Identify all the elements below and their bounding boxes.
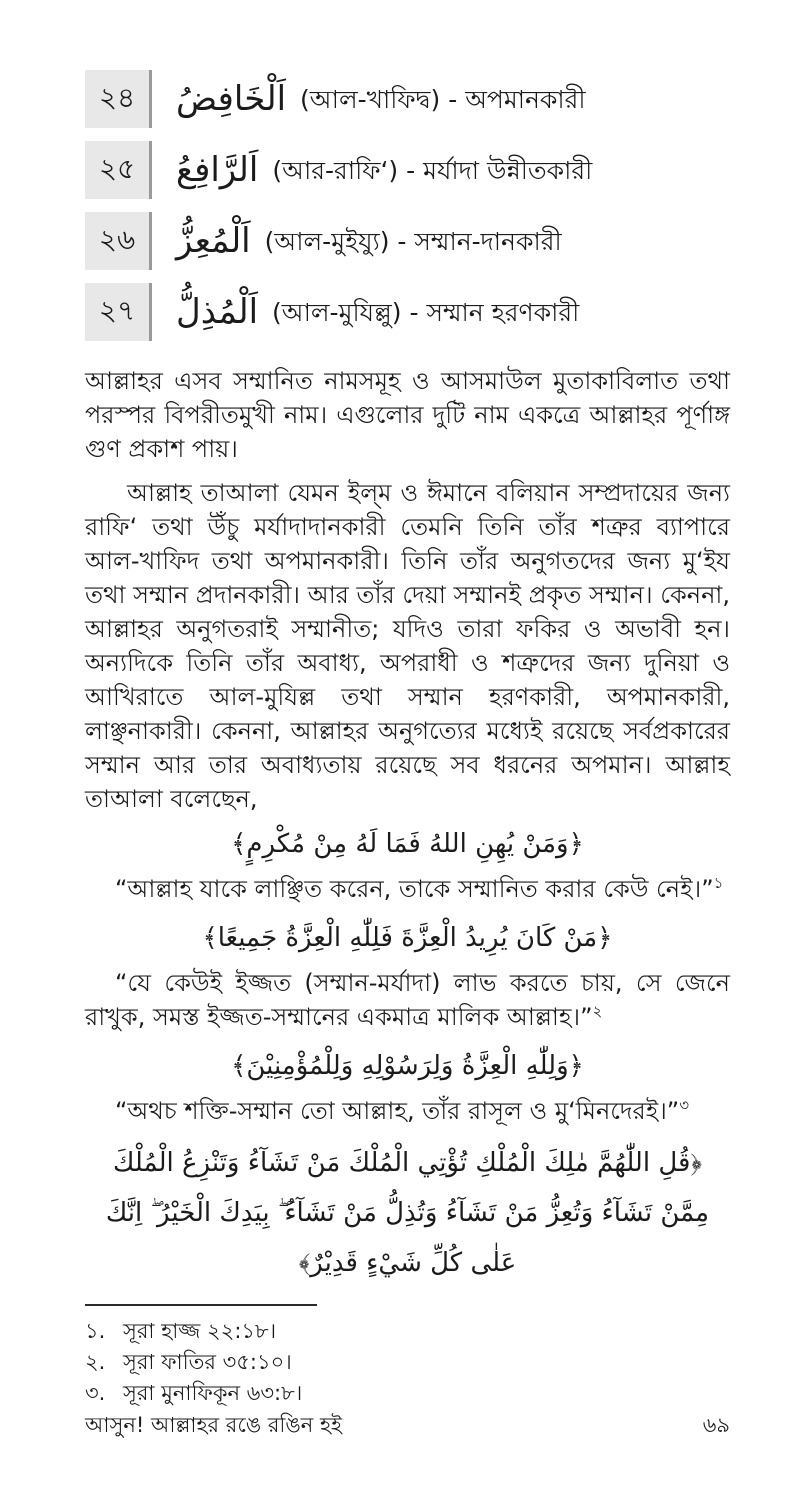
entry-number-badge: ২৭: [85, 283, 152, 341]
footnote-ref-1: ১: [713, 874, 724, 892]
paragraph-intro: আল্লাহর এসব সম্মানিত নামসমূহ ও আসমাউল মুতাকাবিলাত তথা পরস্পর বিপরীতমুখী নাম। এগুলোর দুটি নাম একত্রে আল্লাহর পূর্ণাঙ্গ গুণ প্রকাশ পায়।: [85, 367, 730, 463]
footnote-1: [85, 1316, 730, 1347]
translation-text: “যে কেউই ইজ্জত (সম্মান-মর্যাদা) লাভ করতে চায়, সে জেনে রাখুক, সমস্ত ইজ্জত-সম্মানের একমাত্র মালিক আল্লাহ।”: [85, 969, 730, 1031]
quran-verse-3: ﴿وَلِلّٰهِ الْعِزَّةُ وَلِرَسُوْلِهِ وَلِلْمُؤْمِنِيْنَ﴾: [231, 1051, 584, 1081]
verse-translation-2: [85, 966, 730, 1034]
entry-number-badge: ২৪: [85, 70, 152, 128]
footer-book-title: আসুন! আল্লাহর রঙে রঙিন হই: [85, 1413, 342, 1437]
verse-translation-1: [85, 872, 730, 906]
footnote-number: ২.: [85, 1350, 106, 1374]
footnote-ref-2: ২: [592, 1002, 603, 1020]
footnote-text: সূরা হাজ্জ ২২:১৮।: [123, 1319, 277, 1343]
footnote-number: ১.: [85, 1319, 106, 1343]
footnote-2: [85, 1347, 730, 1378]
entry-arabic-name: اَلْخَافِضُ: [176, 79, 287, 119]
entry-arabic-name: اَلْمُذِلُّ: [176, 292, 259, 332]
footnote-ref-3: ৩: [679, 1096, 690, 1114]
name-entry-26: [85, 212, 730, 270]
entry-number-badge: ২৫: [85, 141, 152, 199]
name-entry-25: [85, 141, 730, 199]
paragraph-explanation: আল্লাহ তাআলা যেমন ইল্‌ম ও ঈমানে বলিয়ান সম্প্রদায়ের জন্য রাফি‘ তথা উঁচু মর্যাদাদানকারী তেমনি তিনি তাঁর শত্রুর ব্যাপারে আল-খাফিদ তথা অপমানকারী। তিনি তাঁর অনুগতদের জন্য মু‘ইয তথা সম্মান প্রদানকারী। আর তাঁর দেয়া সম্মানই প্রকৃত সম্মান। কেননা, আল্লাহর অনুগতরাই সম্মানীত; যদিও তারা ফকির ও অভাবী হন। অন্যদিকে তিনি তাঁর অবাধ্য, অপরাধী ও শত্রুদের জন্য দুনিয়া ও আখিরাতে আল-মুযিল্ল তথা সম্মান হরণকারী, অপমানকারী, লাঞ্ছনাকারী। কেননা, আল্লাহর অনুগত্যের মধ্যেই রয়েছে সর্বপ্রকারের সম্মান আর তার অবাধ্যতায় রয়েছে সব ধরনের অপমান। আল্লাহ তাআলা বলেছেন,: [85, 479, 730, 813]
entry-transliteration-meaning: (আল-খাফিদ্ব) - অপমানকারী: [300, 84, 586, 114]
footnote-number: ৩.: [85, 1381, 106, 1405]
entry-transliteration-meaning: (আর-রাফি‘) - মর্যাদা উন্নীতকারী: [272, 155, 593, 185]
page-number: ৬৯: [702, 1413, 730, 1437]
entry-transliteration-meaning: (আল-মুযিল্লু) - সম্মান হরণকারী: [272, 297, 580, 327]
translation-text: “আল্লাহ যাকে লাঞ্ছিত করেন, তাকে সম্মানিত করার কেউ নেই।”: [115, 875, 714, 903]
name-entry-24: [85, 70, 730, 128]
entry-number-badge: ২৬: [85, 212, 152, 270]
footnote-text: সূরা ফাতির ৩৫:১০।: [123, 1350, 292, 1374]
entry-transliteration-meaning: (আল-মুইয্যু) - সম্মান-দানকারী: [264, 226, 562, 256]
footnote-text: সূরা মুনাফিকূন ৬৩:৮।: [123, 1381, 303, 1405]
entry-arabic-name: اَلرَّافِعُ: [176, 150, 259, 190]
name-entry-27: [85, 283, 730, 341]
translation-text: “অথচ শক্তি-সম্মান তো আল্লাহ, তাঁর রাসূল ও মু‘মিনদেরই।”: [115, 1097, 680, 1125]
quran-verse-2: ﴿مَنْ كَانَ يُرِيدُ الْعِزَّةَ فَلِلّٰهِ الْعِزَّةُ جَمِيعًا﴾: [202, 923, 613, 953]
page-footer: [85, 1409, 730, 1496]
footnote-3: [85, 1378, 730, 1409]
verse-translation-3: [85, 1094, 730, 1128]
quran-verse-1: ﴿وَمَنْ يُهِنِ اللهُ فَمَا لَهُ مِنْ مُكْرِمٍ﴾: [231, 829, 584, 859]
footnote-separator: [85, 1304, 317, 1306]
entry-arabic-name: اَلْمُعِزُّ: [176, 221, 251, 261]
quran-verse-long: ﴿قُلِ اللّٰهُمَّ مٰلِكَ الْمُلْكِ تُؤْتِي الْمُلْكَ مَنْ تَشَآءُ وَتَنْزِعُ الْمُلْكَ مِمَّنْ تَشَآءُ وَتُعِزُّ مَنْ تَشَآءُ وَتُذِلُّ مَنْ تَشَآءُ ۖ بِيَدِكَ الْخَيْرُ ۖ اِنَّكَ عَلٰى كُلِّ شَيْءٍ قَدِيْرٌ﴾: [105, 1148, 710, 1278]
